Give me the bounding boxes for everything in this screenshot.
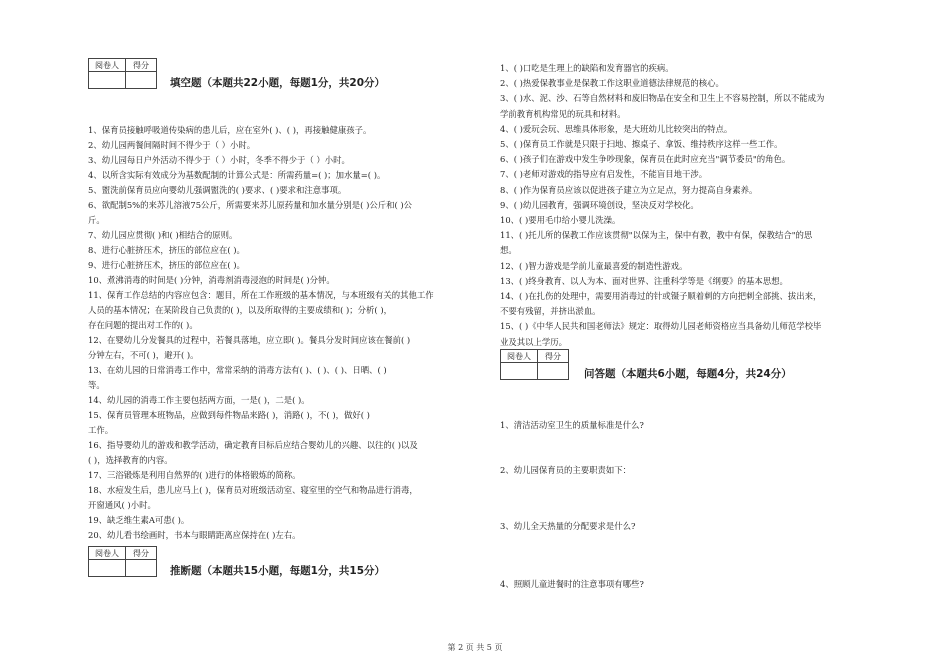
question-line: 1、( )口吃是生理上的缺陷和发育器官的疾病。 — [500, 63, 674, 73]
question-line: 20、幼儿看书绘画时，书本与眼睛距离应保持在( )左右。 — [88, 530, 301, 540]
question-line: 11、保育工作总结的内容应包含：题目，所在工作班级的基本情况，与本班级有关的其他工作 — [88, 290, 434, 300]
question-line: 17、三浴锻炼是利用自然界的( )进行的体格锻炼的简称。 — [88, 470, 301, 480]
question-line: 7、幼儿园应贯彻( )和( )相结合的原则。 — [88, 230, 238, 240]
score-label: 得分 — [126, 59, 157, 72]
page-number: 第 2 页 共 5 页 — [447, 643, 503, 652]
question-line: 学前教育机构常见的玩具和材料。 — [500, 108, 626, 119]
question-line: 分钟左右，不可( )，避开( )。 — [88, 350, 199, 360]
question-line: 4、( )爱玩会玩、思维具体形象，是大班幼儿比较突出的特点。 — [500, 123, 733, 134]
question-line: 3、( )水、泥、沙、石等自然材料和废旧物品在安全和卫生上不容易控制，所以不能成为 — [500, 93, 825, 104]
question-line: 不要有残留，并挤出淤血。 — [500, 306, 601, 317]
score-label: 得分 — [538, 350, 569, 363]
question-line: 9、( )幼儿园教育，强调环境创设，坚决反对学校化。 — [500, 199, 699, 210]
question-line: 斤。 — [88, 215, 105, 225]
question-line: 12、( )智力游戏是学前儿童最喜爱的制造性游戏。 — [500, 260, 688, 271]
question-line: 15、( )《中华人民共和国老师法》规定：取得幼儿园老师资格应当具备幼儿师范学校毕 — [500, 321, 822, 332]
question-line: 10、( )要用毛巾给小婴儿洗澡。 — [500, 215, 621, 225]
judge-section-title: 推断题（本题共15小题，每题1分，共15分） — [170, 565, 386, 577]
question-line: 19、缺乏维生素A可患( )。 — [88, 515, 190, 525]
question-line: 等。 — [88, 380, 105, 390]
score-label: 得分 — [126, 547, 157, 560]
score-box-judge — [88, 546, 157, 577]
question-line: 1、保育员接触呼吸道传染病的患儿后，应在室外( )、( )，再接触健康孩子。 — [88, 125, 372, 135]
question-line: 14、( )在扎伤的处理中，需要用消毒过的针或镊子顺着刺的方向把刺全部挑、拔出来， — [500, 291, 822, 301]
question-line: 3、幼儿园每日户外活动不得少于（ ）小时，冬季不得少于（ ）小时。 — [88, 155, 350, 165]
question-line: ( )，选择教育的内容。 — [88, 455, 173, 465]
question-line: 12、在婴幼儿分发餐具的过程中，若餐具落地，应立即( )。餐具分发时间应该在餐前( ) — [88, 335, 411, 345]
qa-question: 4、照顾儿童进餐时的注意事项有哪些? — [500, 579, 644, 589]
question-line: 业及其以上学历。 — [500, 336, 567, 347]
question-line: 存在问题的提出对工作的( )。 — [88, 320, 198, 330]
qa-section-title: 问答题（本题共6小题，每题4分，共24分） — [584, 368, 792, 380]
score-box-fill — [88, 58, 157, 89]
question-line: 15、保育员管理本班物品，应做到每件物品来路( )，消路( )，不( )，做好( ) — [88, 410, 370, 420]
score-box-qa — [500, 349, 569, 380]
question-line: 8、进行心脏挤压术，挤压的部位应在( )。 — [88, 245, 245, 255]
question-line: 想。 — [500, 245, 517, 256]
question-line: 2、( )热爱保教事业是保教工作这职业道德法律规范的核心。 — [500, 78, 724, 89]
question-line: 4、以所含实际有效成分为基数配制的计算公式是：所需药量=( )；加水量=( )。 — [88, 170, 386, 180]
question-line: 7、( )老师对游戏的指导应有启发性，不能盲目地干涉。 — [500, 169, 708, 180]
question-line: 开窗通风( )小时。 — [88, 500, 156, 510]
question-line: 16、指导婴幼儿的游戏和教学活动，确定教育目标后应结合婴幼儿的兴趣、以往的( )以及 — [88, 440, 418, 450]
reviewer-label: 阅卷人 — [501, 350, 538, 363]
qa-question: 2、幼儿园保育员的主要职责如下： — [500, 465, 631, 475]
question-line: 18、水痘发生后，患儿应马上( )，保育员对班级活动室、寝室里的空气和物品进行消毒， — [88, 485, 418, 495]
question-line: 13、在幼儿园的日常消毒工作中，常常采纳的消毒方法有( )、( )、( )、日晒、( ) — [88, 365, 387, 375]
question-line: 9、进行心脏挤压术，挤压的部位应在( )。 — [88, 260, 245, 270]
qa-question: 1、清洁活动室卫生的质量标准是什么? — [500, 420, 644, 430]
question-line: 6、欲配制5%的来苏儿溶液75公斤，所需要来苏儿原药量和加水量分别是( )公斤和( )公 — [88, 200, 413, 210]
fill-section-title: 填空题（本题共22小题，每题1分，共20分） — [170, 77, 386, 89]
question-line: 6、( )孩子们在游戏中发生争吵现象，保育员在此时应充当"调节委员"的角色。 — [500, 154, 791, 165]
question-line: 8、( )作为保育员应该以促进孩子建立为立足点，努力提高自身素养。 — [500, 184, 758, 195]
question-line: 2、幼儿园两餐间隔时间不得少于（ ）小时。 — [88, 140, 256, 150]
question-line: 5、( )保育员工作就是只限于扫地、擦桌子、拿饭、维持秩序这样一些工作。 — [500, 139, 783, 149]
reviewer-label: 阅卷人 — [89, 59, 126, 72]
question-line: 10、煮沸消毒的时间是( )分钟，消毒剂消毒浸泡的时间是( )分钟。 — [88, 275, 335, 285]
question-line: 5、盥洗前保育员应向婴幼儿强调盥洗的( )要求、( )要求和注意事项。 — [88, 185, 347, 195]
question-line: 人员的基本情况；在某阶段自己负责的( )，以及所取得的主要成绩和( )；分析( )， — [88, 305, 392, 315]
qa-question: 3、幼儿全天热量的分配要求是什么? — [500, 521, 636, 531]
question-line: 13、( )终身教育、以人为本、面对世界、注重科学等是《纲要》的基本思想。 — [500, 275, 788, 286]
question-line: 11、( )托儿所的保教工作应该贯彻"以保为主，保中有教，教中有保，保教结合"的思 — [500, 230, 813, 241]
reviewer-label: 阅卷人 — [89, 547, 126, 560]
question-line: 14、幼儿园的消毒工作主要包括两方面，一是( )，二是( )。 — [88, 395, 310, 405]
question-line: 工作。 — [88, 425, 114, 435]
